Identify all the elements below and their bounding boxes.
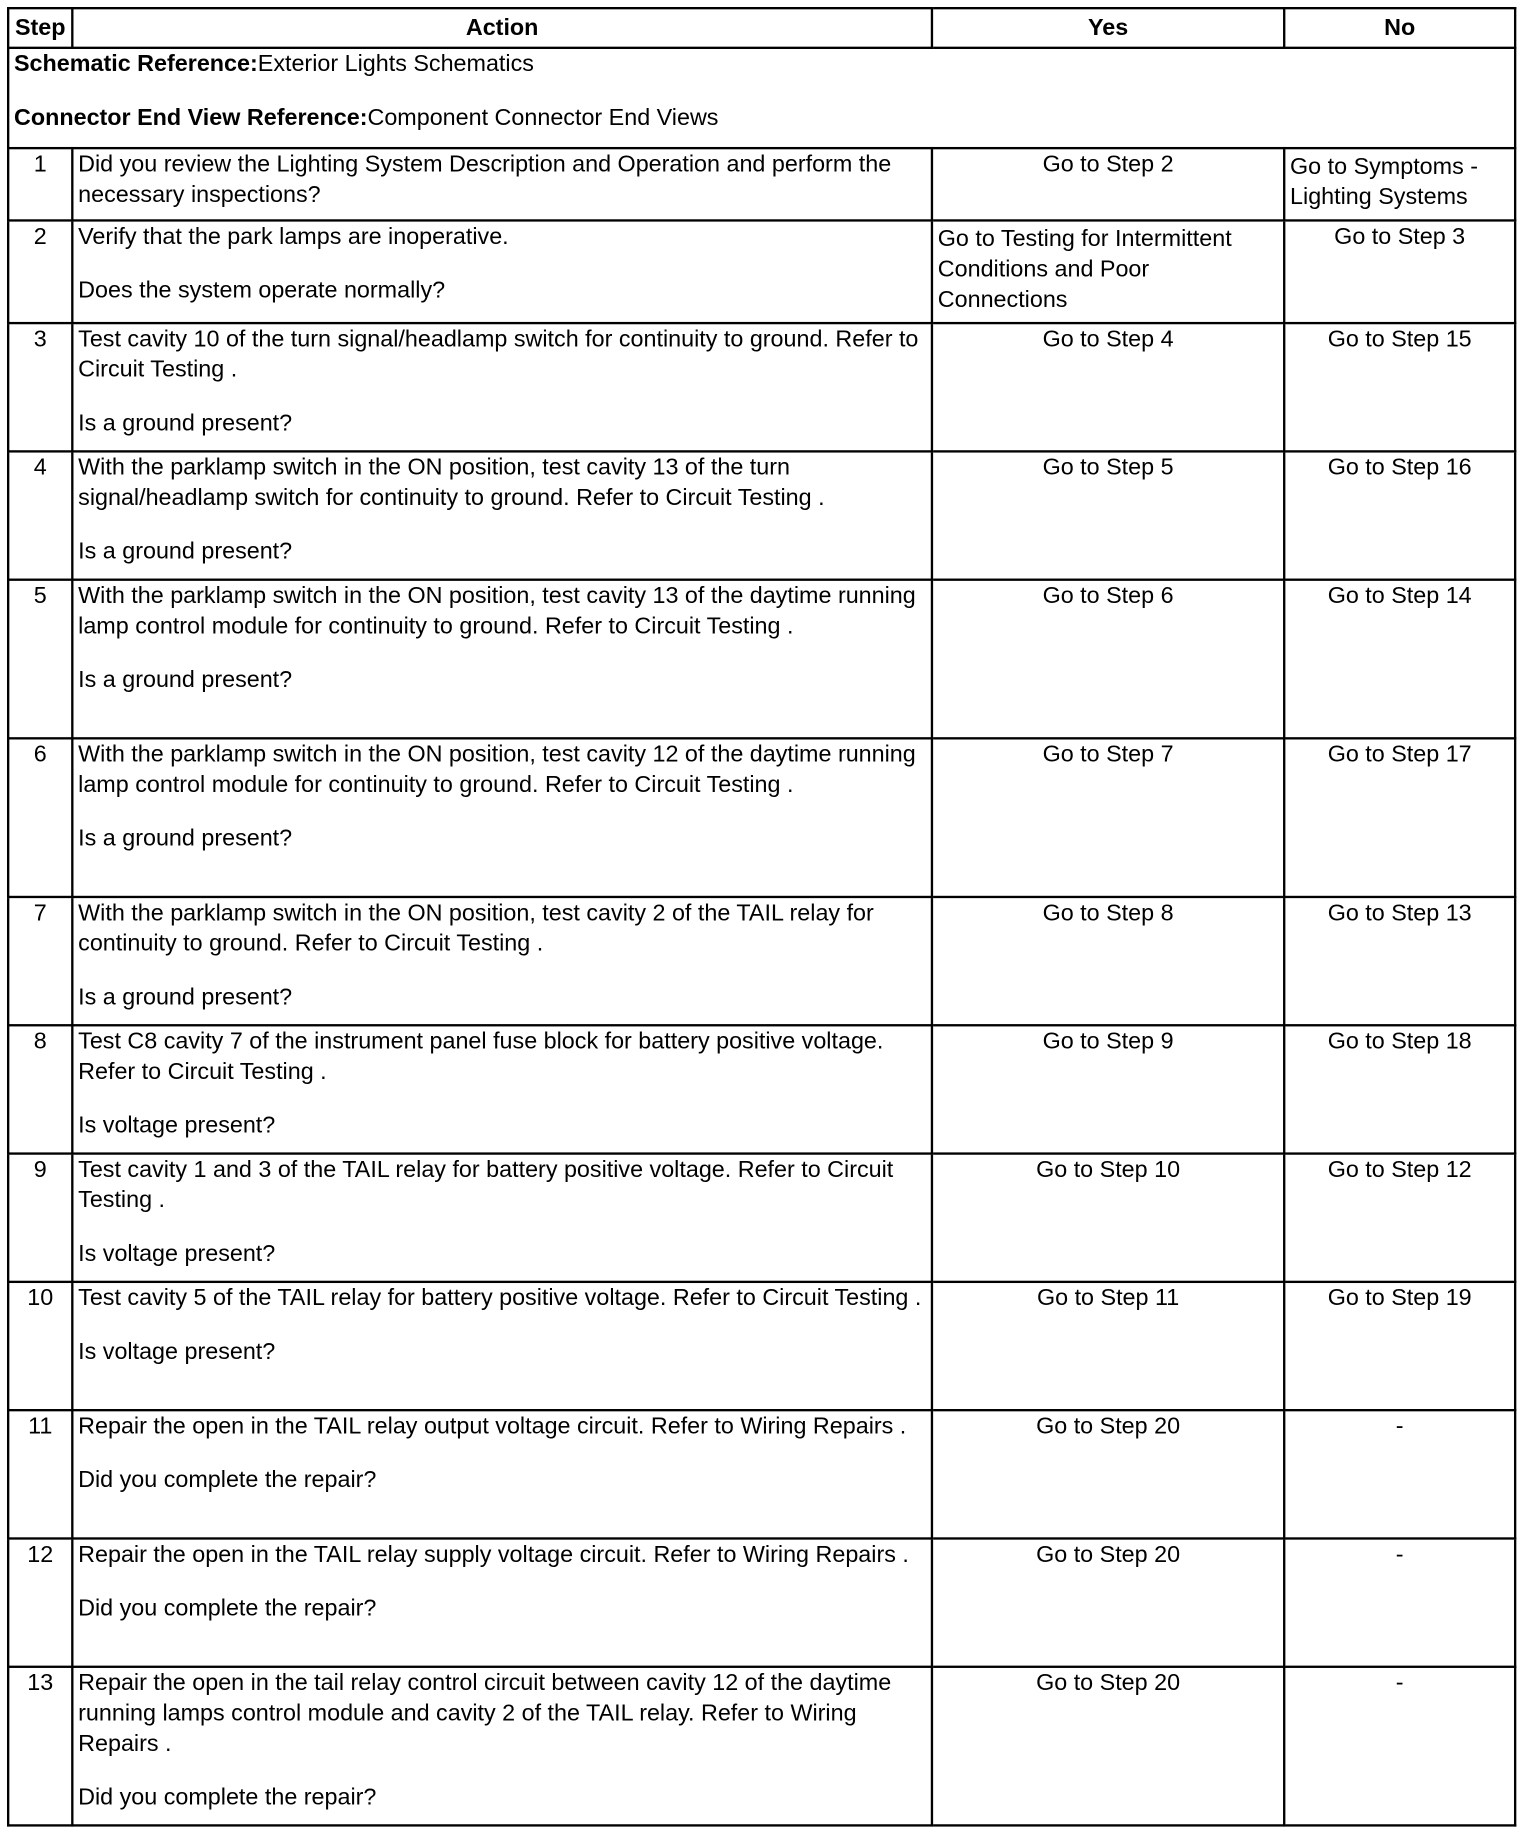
yes-cell[interactable]: Go to Step 11 — [932, 1282, 1284, 1410]
action-text: With the parklamp switch in the ON position, test cavity 12 of the daytime running lamp control module for continuity to ground. Refer to Circuit Testing . — [78, 741, 916, 798]
schematic-reference — [14, 49, 1509, 79]
action-question: Is a ground present? — [78, 410, 293, 437]
no-cell[interactable]: Go to Step 16 — [1284, 451, 1515, 579]
no-cell[interactable]: Go to Step 14 — [1284, 580, 1515, 739]
reference-row — [8, 48, 1515, 148]
action-text: Verify that the park lamps are inoperative. — [78, 223, 509, 250]
diagnostic-table — [7, 7, 1516, 1827]
header-yes: Yes — [932, 8, 1284, 48]
action-text: Test cavity 1 and 3 of the TAIL relay for battery positive voltage. Refer to Circuit Testing . — [78, 1157, 894, 1214]
no-cell: - — [1284, 1410, 1515, 1538]
step-number: 3 — [8, 323, 72, 451]
yes-cell[interactable]: Go to Step 8 — [932, 897, 1284, 1025]
no-cell[interactable]: Go to Step 19 — [1284, 1282, 1515, 1410]
reference-cell — [8, 48, 1515, 148]
action-cell — [72, 323, 932, 451]
no-cell[interactable]: Go to Step 17 — [1284, 738, 1515, 897]
yes-cell[interactable]: Go to Step 20 — [932, 1667, 1284, 1826]
yes-cell[interactable]: Go to Step 20 — [932, 1410, 1284, 1538]
step-number: 8 — [8, 1025, 72, 1153]
action-question: Is a ground present? — [78, 984, 293, 1011]
action-cell — [72, 1282, 932, 1410]
yes-cell[interactable]: Go to Step 4 — [932, 323, 1284, 451]
action-cell — [72, 897, 932, 1025]
step-number: 13 — [8, 1667, 72, 1826]
yes-cell[interactable]: Go to Testing for Intermittent Conditions and Poor Connections — [932, 220, 1284, 323]
action-cell — [72, 1538, 932, 1666]
action-question: Is a ground present? — [78, 538, 293, 565]
table-row — [8, 1025, 1515, 1153]
action-question: Did you complete the repair? — [78, 1595, 377, 1622]
table-row — [8, 1538, 1515, 1666]
step-number: 9 — [8, 1154, 72, 1282]
action-text: Test C8 cavity 7 of the instrument panel fuse block for battery positive voltage. Refer to Circuit Testing . — [78, 1028, 884, 1085]
table-row — [8, 580, 1515, 739]
yes-cell[interactable]: Go to Step 9 — [932, 1025, 1284, 1153]
header-row — [8, 8, 1515, 48]
no-cell: - — [1284, 1538, 1515, 1666]
action-text: Repair the open in the tail relay control circuit between cavity 12 of the daytime running lamps control module and cavity 2 of the TAIL relay. Refer to Wiring Repairs . — [78, 1670, 892, 1757]
action-cell — [72, 580, 932, 739]
step-number: 4 — [8, 451, 72, 579]
table-row — [8, 897, 1515, 1025]
action-cell — [72, 148, 932, 220]
header-no: No — [1284, 8, 1515, 48]
yes-cell[interactable]: Go to Step 2 — [932, 148, 1284, 220]
no-cell[interactable]: Go to Step 12 — [1284, 1154, 1515, 1282]
action-question: Is voltage present? — [78, 1241, 276, 1267]
action-text: With the parklamp switch in the ON position, test cavity 13 of the daytime running lamp control module for continuity to ground. Refer to Circuit Testing . — [78, 583, 916, 640]
step-number: 10 — [8, 1282, 72, 1410]
no-cell[interactable]: Go to Step 18 — [1284, 1025, 1515, 1153]
action-text: Did you review the Lighting System Description and Operation and perform the necessary inspections? — [78, 151, 892, 208]
action-cell — [72, 1154, 932, 1282]
schematic-reference-label: Schematic Reference: — [13, 51, 258, 77]
action-cell — [72, 451, 932, 579]
yes-cell[interactable]: Go to Step 10 — [932, 1154, 1284, 1282]
action-question: Did you complete the repair? — [78, 1784, 377, 1811]
table-row — [8, 738, 1515, 897]
action-text: Repair the open in the TAIL relay supply voltage circuit. Refer to Wiring Repairs . — [78, 1541, 909, 1568]
yes-cell[interactable]: Go to Step 5 — [932, 451, 1284, 579]
action-cell — [72, 1667, 932, 1826]
action-question: Is voltage present? — [78, 1339, 276, 1365]
action-question: Is a ground present? — [78, 667, 293, 693]
schematic-reference-link[interactable]: Exterior Lights Schematics — [257, 51, 534, 77]
step-number: 6 — [8, 738, 72, 897]
step-number: 11 — [8, 1410, 72, 1538]
step-number: 5 — [8, 580, 72, 739]
connector-reference — [14, 103, 1509, 133]
table-row — [8, 1154, 1515, 1282]
table-row — [8, 1667, 1515, 1826]
action-cell — [72, 738, 932, 897]
connector-reference-label: Connector End View Reference: — [13, 104, 368, 131]
action-text: With the parklamp switch in the ON position, test cavity 13 of the turn signal/headlamp switch for continuity to ground. Refer to Circuit Testing . — [78, 454, 825, 511]
step-number: 12 — [8, 1538, 72, 1666]
action-text: Repair the open in the TAIL relay output voltage circuit. Refer to Wiring Repairs . — [78, 1413, 907, 1440]
no-cell[interactable]: Go to Step 3 — [1284, 220, 1515, 323]
connector-reference-link[interactable]: Component Connector End Views — [367, 104, 719, 131]
step-number: 7 — [8, 897, 72, 1025]
action-text: Test cavity 5 of the TAIL relay for battery positive voltage. Refer to Circuit Testing . — [78, 1285, 922, 1312]
action-question: Is a ground present? — [78, 825, 293, 852]
table-row — [8, 1282, 1515, 1410]
table-row — [8, 451, 1515, 579]
action-cell — [72, 1410, 932, 1538]
action-cell — [72, 220, 932, 323]
action-text: With the parklamp switch in the ON position, test cavity 2 of the TAIL relay for continuity to ground. Refer to Circuit Testing . — [78, 900, 874, 957]
action-text: Test cavity 10 of the turn signal/headlamp switch for continuity to ground. Refer to Circuit Testing . — [78, 326, 919, 383]
step-number: 1 — [8, 148, 72, 220]
header-action: Action — [72, 8, 932, 48]
yes-cell[interactable]: Go to Step 7 — [932, 738, 1284, 897]
header-step: Step — [8, 8, 72, 48]
action-question: Did you complete the repair? — [78, 1467, 377, 1493]
table-row — [8, 220, 1515, 323]
step-number: 2 — [8, 220, 72, 323]
no-cell: - — [1284, 1667, 1515, 1826]
no-cell[interactable]: Go to Step 15 — [1284, 323, 1515, 451]
action-cell — [72, 1025, 932, 1153]
action-question: Does the system operate normally? — [78, 277, 446, 304]
action-question: Is voltage present? — [78, 1112, 276, 1139]
yes-cell[interactable]: Go to Step 6 — [932, 580, 1284, 739]
no-cell[interactable]: Go to Step 13 — [1284, 897, 1515, 1025]
yes-cell[interactable]: Go to Step 20 — [932, 1538, 1284, 1666]
table-row — [8, 323, 1515, 451]
table-row — [8, 1410, 1515, 1538]
no-cell[interactable]: Go to Symptoms - Lighting Systems — [1284, 148, 1515, 220]
table-row — [8, 148, 1515, 220]
